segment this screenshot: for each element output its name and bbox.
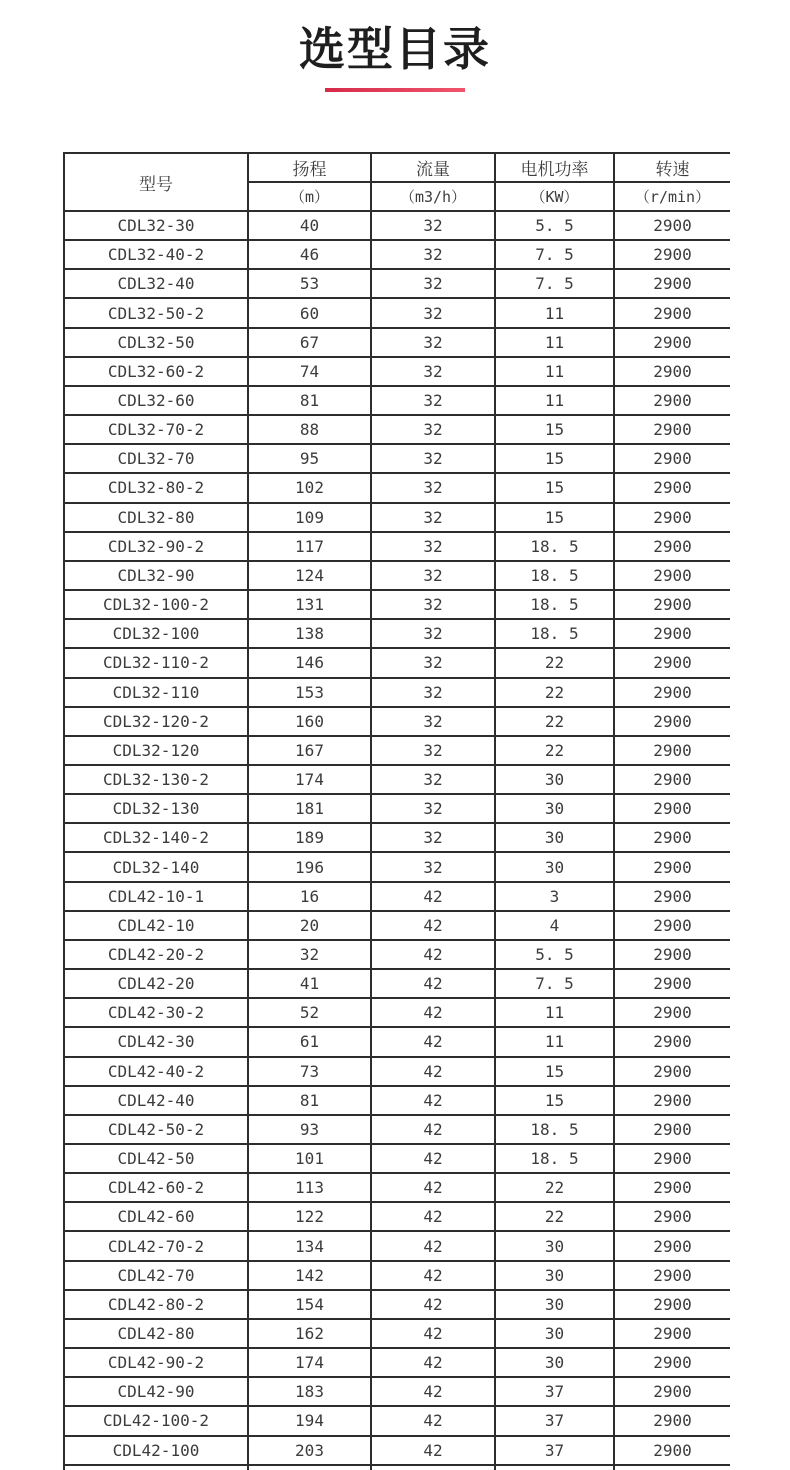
cell-head: 174 xyxy=(248,1348,371,1377)
table-row xyxy=(64,852,730,881)
cell-head xyxy=(248,1465,371,1470)
cell-speed: 2900 xyxy=(614,240,730,269)
cell-flow: 32 xyxy=(371,765,495,794)
cell-power: 7. 5 xyxy=(495,969,614,998)
cell-flow: 42 xyxy=(371,940,495,969)
cell-model: CDL32-90 xyxy=(64,561,248,590)
cell-head: 160 xyxy=(248,707,371,736)
cell-flow: 32 xyxy=(371,240,495,269)
cell-head: 61 xyxy=(248,1027,371,1056)
cell-power: 18. 5 xyxy=(495,1115,614,1144)
title-underline xyxy=(325,88,465,92)
table-row xyxy=(64,1406,730,1435)
cell-speed: 2900 xyxy=(614,561,730,590)
cell-speed: 2900 xyxy=(614,969,730,998)
cell-model: CDL42-40-2 xyxy=(64,1057,248,1086)
cell-model: CDL32-40-2 xyxy=(64,240,248,269)
cell-speed: 2900 xyxy=(614,503,730,532)
table-row xyxy=(64,1377,730,1406)
page-title: 选型目录 xyxy=(299,23,491,75)
cell-power: 11 xyxy=(495,386,614,415)
cell-flow: 42 xyxy=(371,969,495,998)
col-header-power: 电机功率 xyxy=(495,153,614,182)
cell-head: 138 xyxy=(248,619,371,648)
cell-speed: 2900 xyxy=(614,444,730,473)
cell-model: CDL42-100-2 xyxy=(64,1406,248,1435)
table-row xyxy=(64,1086,730,1115)
table-row xyxy=(64,882,730,911)
table-row-partial xyxy=(64,1465,730,1470)
cell-model: CDL42-80-2 xyxy=(64,1290,248,1319)
cell-head: 117 xyxy=(248,532,371,561)
cell-power: 18. 5 xyxy=(495,532,614,561)
cell-speed: 2900 xyxy=(614,211,730,240)
cell-speed: 2900 xyxy=(614,794,730,823)
cell-speed: 2900 xyxy=(614,1406,730,1435)
cell-flow: 42 xyxy=(371,1086,495,1115)
cell-speed: 2900 xyxy=(614,473,730,502)
table-row xyxy=(64,1319,730,1348)
cell-flow: 42 xyxy=(371,1319,495,1348)
cell-speed: 2900 xyxy=(614,1290,730,1319)
cell-power: 7. 5 xyxy=(495,269,614,298)
cell-head: 102 xyxy=(248,473,371,502)
cell-head: 134 xyxy=(248,1231,371,1260)
cell-power: 18. 5 xyxy=(495,1144,614,1173)
cell-speed: 2900 xyxy=(614,1173,730,1202)
cell-model: CDL42-60 xyxy=(64,1202,248,1231)
cell-speed: 2900 xyxy=(614,911,730,940)
cell-head: 183 xyxy=(248,1377,371,1406)
cell-flow: 42 xyxy=(371,1348,495,1377)
cell-power: 37 xyxy=(495,1436,614,1465)
table-container xyxy=(63,152,730,1470)
table-row xyxy=(64,1057,730,1086)
cell-power: 30 xyxy=(495,852,614,881)
cell-head: 124 xyxy=(248,561,371,590)
cell-speed: 2900 xyxy=(614,707,730,736)
col-header-speed: 转速 xyxy=(614,153,730,182)
cell-flow: 32 xyxy=(371,561,495,590)
cell-power xyxy=(495,1465,614,1470)
cell-speed: 2900 xyxy=(614,1115,730,1144)
cell-power: 18. 5 xyxy=(495,561,614,590)
cell-head: 167 xyxy=(248,736,371,765)
cell-flow: 42 xyxy=(371,1261,495,1290)
cell-head: 101 xyxy=(248,1144,371,1173)
cell-flow: 32 xyxy=(371,415,495,444)
cell-speed: 2900 xyxy=(614,386,730,415)
cell-head: 52 xyxy=(248,998,371,1027)
cell-speed: 2900 xyxy=(614,998,730,1027)
cell-power: 30 xyxy=(495,1261,614,1290)
cell-model: CDL42-10 xyxy=(64,911,248,940)
cell-head: 189 xyxy=(248,823,371,852)
cell-model: CDL42-30-2 xyxy=(64,998,248,1027)
col-unit-power: （KW） xyxy=(495,182,614,211)
cell-model: CDL32-80 xyxy=(64,503,248,532)
cell-model: CDL32-90-2 xyxy=(64,532,248,561)
cell-power: 30 xyxy=(495,765,614,794)
cell-model: CDL42-40 xyxy=(64,1086,248,1115)
cell-model: CDL32-140-2 xyxy=(64,823,248,852)
col-header-flow: 流量 xyxy=(371,153,495,182)
table-row xyxy=(64,619,730,648)
col-unit-flow: （m3/h） xyxy=(371,182,495,211)
cell-model: CDL42-70 xyxy=(64,1261,248,1290)
cell-speed: 2900 xyxy=(614,940,730,969)
cell-speed: 2900 xyxy=(614,1348,730,1377)
cell-flow: 42 xyxy=(371,1202,495,1231)
table-row xyxy=(64,1202,730,1231)
cell-power: 15 xyxy=(495,444,614,473)
cell-model: CDL32-60-2 xyxy=(64,357,248,386)
cell-flow: 42 xyxy=(371,998,495,1027)
table-row xyxy=(64,444,730,473)
cell-flow: 42 xyxy=(371,1027,495,1056)
table-body xyxy=(64,211,730,1470)
col-header-model: 型号 xyxy=(64,153,248,211)
cell-model: CDL32-110-2 xyxy=(64,648,248,677)
cell-power: 22 xyxy=(495,1173,614,1202)
cell-speed: 2900 xyxy=(614,298,730,327)
table-row xyxy=(64,648,730,677)
cell-head: 73 xyxy=(248,1057,371,1086)
cell-model: CDL42-60-2 xyxy=(64,1173,248,1202)
cell-head: 81 xyxy=(248,386,371,415)
cell-speed: 2900 xyxy=(614,415,730,444)
cell-power: 18. 5 xyxy=(495,590,614,619)
cell-head: 20 xyxy=(248,911,371,940)
table-row xyxy=(64,1348,730,1377)
cell-head: 40 xyxy=(248,211,371,240)
table-row xyxy=(64,503,730,532)
cell-head: 46 xyxy=(248,240,371,269)
cell-speed: 2900 xyxy=(614,1377,730,1406)
cell-speed: 2900 xyxy=(614,678,730,707)
cell-model: CDL32-40 xyxy=(64,269,248,298)
cell-model: CDL32-100-2 xyxy=(64,590,248,619)
cell-model xyxy=(64,1465,248,1470)
cell-head: 95 xyxy=(248,444,371,473)
cell-head: 181 xyxy=(248,794,371,823)
cell-model: CDL42-20-2 xyxy=(64,940,248,969)
cell-speed: 2900 xyxy=(614,1027,730,1056)
cell-model: CDL42-90-2 xyxy=(64,1348,248,1377)
cell-flow: 32 xyxy=(371,503,495,532)
cell-model: CDL32-30 xyxy=(64,211,248,240)
cell-head: 81 xyxy=(248,1086,371,1115)
cell-model: CDL42-30 xyxy=(64,1027,248,1056)
table-row xyxy=(64,794,730,823)
cell-head: 142 xyxy=(248,1261,371,1290)
cell-speed: 2900 xyxy=(614,1057,730,1086)
cell-head: 154 xyxy=(248,1290,371,1319)
cell-flow: 32 xyxy=(371,678,495,707)
cell-speed: 2900 xyxy=(614,648,730,677)
cell-power: 5. 5 xyxy=(495,940,614,969)
cell-power: 11 xyxy=(495,328,614,357)
table-row xyxy=(64,590,730,619)
selection-table xyxy=(63,152,730,1470)
cell-flow: 32 xyxy=(371,794,495,823)
table-row xyxy=(64,1261,730,1290)
cell-speed: 2900 xyxy=(614,1319,730,1348)
cell-head: 113 xyxy=(248,1173,371,1202)
cell-flow: 32 xyxy=(371,532,495,561)
cell-power: 22 xyxy=(495,1202,614,1231)
cell-power: 30 xyxy=(495,1231,614,1260)
table-row xyxy=(64,357,730,386)
cell-model: CDL42-50 xyxy=(64,1144,248,1173)
cell-flow: 32 xyxy=(371,823,495,852)
table-row xyxy=(64,328,730,357)
cell-power: 15 xyxy=(495,1086,614,1115)
cell-flow: 32 xyxy=(371,444,495,473)
table-row xyxy=(64,765,730,794)
cell-model: CDL32-50-2 xyxy=(64,298,248,327)
cell-head: 41 xyxy=(248,969,371,998)
cell-model: CDL42-10-1 xyxy=(64,882,248,911)
cell-head: 174 xyxy=(248,765,371,794)
cell-head: 196 xyxy=(248,852,371,881)
cell-flow: 32 xyxy=(371,357,495,386)
table-row xyxy=(64,298,730,327)
table-row xyxy=(64,998,730,1027)
cell-power: 22 xyxy=(495,707,614,736)
cell-flow: 42 xyxy=(371,1290,495,1319)
cell-flow: 42 xyxy=(371,1115,495,1144)
cell-head: 146 xyxy=(248,648,371,677)
cell-speed: 2900 xyxy=(614,619,730,648)
cell-head: 60 xyxy=(248,298,371,327)
cell-model: CDL42-50-2 xyxy=(64,1115,248,1144)
cell-power: 22 xyxy=(495,648,614,677)
table-row xyxy=(64,1144,730,1173)
cell-model: CDL32-70-2 xyxy=(64,415,248,444)
table-row xyxy=(64,911,730,940)
cell-power: 22 xyxy=(495,678,614,707)
cell-head: 109 xyxy=(248,503,371,532)
col-unit-head: （m） xyxy=(248,182,371,211)
cell-power: 15 xyxy=(495,473,614,502)
cell-model: CDL32-120-2 xyxy=(64,707,248,736)
cell-speed: 2900 xyxy=(614,269,730,298)
table-row xyxy=(64,561,730,590)
cell-head: 53 xyxy=(248,269,371,298)
cell-head: 88 xyxy=(248,415,371,444)
cell-power: 22 xyxy=(495,736,614,765)
cell-flow: 42 xyxy=(371,1377,495,1406)
header-name-row xyxy=(64,153,730,182)
cell-head: 203 xyxy=(248,1436,371,1465)
cell-speed: 2900 xyxy=(614,823,730,852)
cell-flow xyxy=(371,1465,495,1470)
table-row xyxy=(64,386,730,415)
cell-flow: 32 xyxy=(371,386,495,415)
table-row xyxy=(64,1115,730,1144)
cell-speed: 2900 xyxy=(614,1231,730,1260)
table-row xyxy=(64,1290,730,1319)
cell-speed: 2900 xyxy=(614,765,730,794)
table-row xyxy=(64,240,730,269)
cell-flow: 32 xyxy=(371,707,495,736)
cell-power: 30 xyxy=(495,1348,614,1377)
table-row xyxy=(64,1231,730,1260)
cell-power: 30 xyxy=(495,823,614,852)
cell-power: 15 xyxy=(495,503,614,532)
cell-power: 11 xyxy=(495,998,614,1027)
table-row xyxy=(64,678,730,707)
cell-power: 7. 5 xyxy=(495,240,614,269)
cell-model: CDL32-60 xyxy=(64,386,248,415)
cell-model: CDL42-80 xyxy=(64,1319,248,1348)
table-header xyxy=(64,153,730,211)
cell-model: CDL32-70 xyxy=(64,444,248,473)
col-unit-speed: （r/min） xyxy=(614,182,730,211)
cell-head: 162 xyxy=(248,1319,371,1348)
cell-head: 122 xyxy=(248,1202,371,1231)
cell-head: 93 xyxy=(248,1115,371,1144)
cell-head: 32 xyxy=(248,940,371,969)
table-row xyxy=(64,707,730,736)
cell-flow: 42 xyxy=(371,1406,495,1435)
cell-flow: 32 xyxy=(371,328,495,357)
cell-power: 15 xyxy=(495,415,614,444)
cell-model: CDL32-110 xyxy=(64,678,248,707)
cell-model: CDL42-100 xyxy=(64,1436,248,1465)
cell-speed: 2900 xyxy=(614,1436,730,1465)
cell-flow: 42 xyxy=(371,1173,495,1202)
table-row xyxy=(64,1027,730,1056)
cell-head: 153 xyxy=(248,678,371,707)
cell-model: CDL32-80-2 xyxy=(64,473,248,502)
cell-speed xyxy=(614,1465,730,1470)
cell-model: CDL42-20 xyxy=(64,969,248,998)
cell-power: 3 xyxy=(495,882,614,911)
cell-flow: 42 xyxy=(371,911,495,940)
cell-power: 30 xyxy=(495,794,614,823)
cell-power: 5. 5 xyxy=(495,211,614,240)
cell-flow: 42 xyxy=(371,1144,495,1173)
cell-flow: 32 xyxy=(371,648,495,677)
cell-speed: 2900 xyxy=(614,590,730,619)
table-row xyxy=(64,269,730,298)
table-row xyxy=(64,969,730,998)
cell-model: CDL42-90 xyxy=(64,1377,248,1406)
cell-power: 4 xyxy=(495,911,614,940)
cell-model: CDL32-120 xyxy=(64,736,248,765)
cell-model: CDL32-130-2 xyxy=(64,765,248,794)
cell-head: 74 xyxy=(248,357,371,386)
cell-flow: 32 xyxy=(371,211,495,240)
cell-speed: 2900 xyxy=(614,882,730,911)
cell-flow: 42 xyxy=(371,1057,495,1086)
cell-speed: 2900 xyxy=(614,532,730,561)
cell-flow: 32 xyxy=(371,473,495,502)
cell-power: 11 xyxy=(495,1027,614,1056)
cell-flow: 42 xyxy=(371,1436,495,1465)
cell-flow: 32 xyxy=(371,590,495,619)
table-row xyxy=(64,1173,730,1202)
cell-speed: 2900 xyxy=(614,852,730,881)
cell-flow: 42 xyxy=(371,882,495,911)
table-row xyxy=(64,415,730,444)
cell-power: 15 xyxy=(495,1057,614,1086)
cell-head: 131 xyxy=(248,590,371,619)
cell-model: CDL32-50 xyxy=(64,328,248,357)
cell-head: 67 xyxy=(248,328,371,357)
table-row xyxy=(64,823,730,852)
cell-speed: 2900 xyxy=(614,736,730,765)
cell-speed: 2900 xyxy=(614,1144,730,1173)
cell-power: 11 xyxy=(495,357,614,386)
table-row xyxy=(64,940,730,969)
cell-flow: 42 xyxy=(371,1231,495,1260)
cell-model: CDL32-140 xyxy=(64,852,248,881)
cell-flow: 32 xyxy=(371,298,495,327)
col-header-head: 扬程 xyxy=(248,153,371,182)
cell-power: 30 xyxy=(495,1319,614,1348)
cell-speed: 2900 xyxy=(614,1202,730,1231)
cell-flow: 32 xyxy=(371,736,495,765)
cell-speed: 2900 xyxy=(614,1261,730,1290)
cell-head: 194 xyxy=(248,1406,371,1435)
cell-model: CDL32-130 xyxy=(64,794,248,823)
cell-speed: 2900 xyxy=(614,357,730,386)
table-row xyxy=(64,532,730,561)
cell-power: 11 xyxy=(495,298,614,327)
cell-power: 18. 5 xyxy=(495,619,614,648)
cell-flow: 32 xyxy=(371,269,495,298)
table-row xyxy=(64,1436,730,1465)
cell-flow: 32 xyxy=(371,852,495,881)
cell-speed: 2900 xyxy=(614,328,730,357)
cell-speed: 2900 xyxy=(614,1086,730,1115)
cell-head: 16 xyxy=(248,882,371,911)
table-row xyxy=(64,473,730,502)
cell-power: 30 xyxy=(495,1290,614,1319)
cell-power: 37 xyxy=(495,1406,614,1435)
table-row xyxy=(64,736,730,765)
cell-power: 37 xyxy=(495,1377,614,1406)
cell-model: CDL42-70-2 xyxy=(64,1231,248,1260)
cell-flow: 32 xyxy=(371,619,495,648)
cell-model: CDL32-100 xyxy=(64,619,248,648)
table-row xyxy=(64,211,730,240)
